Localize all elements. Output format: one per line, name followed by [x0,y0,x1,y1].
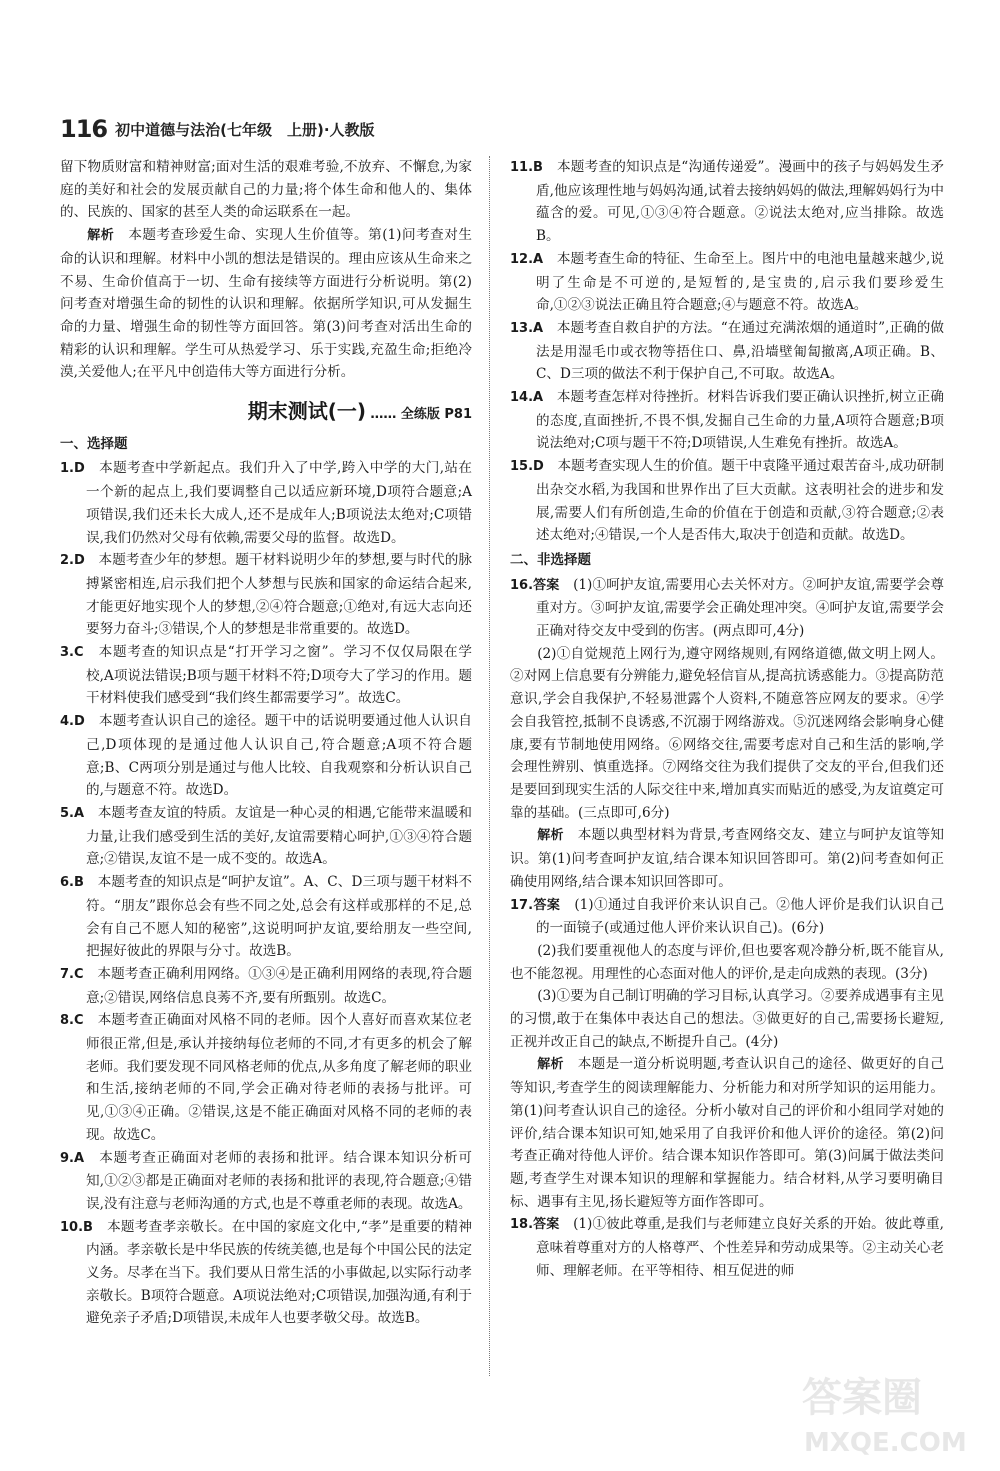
answer-label: 答案 [533,1217,560,1233]
answer-item [510,386,944,455]
item-number: 17. [510,897,534,913]
answer-subpart: (2)我们要重视他人的态度与评价,但也要客观冷静分析,既不能盲从,也不能忽视。用理性的心态面对他人的评价,是走向成熟的表现。(3分) [510,942,944,982]
answer-item [510,156,944,248]
answer-item [60,1009,472,1146]
analysis-paragraph [60,224,472,384]
item-number: 7.C [60,966,84,982]
answer-item-18 [510,1213,944,1282]
item-text: 本题考查正确面对风格不同的老师。因个人喜好而喜欢某位老师很正常,但是,承认并接纳每位老师的不同,才有更多的机会了解老师。我们要发现不同风格老师的优点,从多角度了解老师的职业和生活,接纳老师的不同,学会正确对待老师的表扬与批评。可见,①③④正确。②错误,这是不能正确面对风格不同的老师的表现。故选C。 [86,1012,473,1143]
item-text: 本题考查怎样对待挫折。材料告诉我们要正确认识挫折,树立正确的态度,直面挫折,不畏不惧,发掘自己生命的力量,A项符合题意;B项说法绝对;C项与题干不符;D项错误,人生难免有挫折。故选A。 [536,389,945,452]
item-text: 本题考查实现人生的价值。题干中袁隆平通过艰苦奋斗,成功研制出杂交水稻,为我国和世界作出了巨大贡献。这表明社会的进步和发展,需要人们有所创造,生命的价值在于创造和贡献,③符合题意;②表述太绝对;④错误,一个人是否伟大,取决于创造和贡献。故选D。 [536,458,944,544]
item-number: 16. [510,577,534,593]
item-text: 本题考查的知识点是“打开学习之窗”。学习不仅仅局限在学校,A项说法错误;B项与题干材料不符;D项夸大了学习的作用。题干材料使我们感受到“我们终生都需要学习”。故选C。 [86,644,472,707]
answer-item [60,871,472,963]
analysis-paragraph [510,1053,944,1213]
item-number: 11.B [510,160,543,175]
answer-item-16 [510,574,944,643]
answer-item [510,317,944,386]
right-column [510,156,944,1282]
answer-item [60,1216,472,1331]
page-number: 116 [60,115,108,143]
item-number: 18. [510,1217,534,1233]
item-number: 4.D [60,714,85,730]
answer-item [510,248,944,317]
item-number: 8.C [60,1013,84,1029]
item-text: 本题考查正确利用网络。①③④是正确利用网络的表现,符合题意;②错误,网络信息良莠不齐,要有所甄别。故选C。 [86,965,472,1006]
watermark-logo [798,1361,978,1461]
item-number: 2.D [60,553,85,569]
item-text: 本题考查的知识点是“呵护友谊”。A、C、D三项与题干材料不符。“朋友”跟你总会有些不同之处,总会有这样或那样的不足,总会有自己不愿人知的秘密”,这说明呵护友谊,要给朋友一些空间,把握好彼此的界限与分寸。故选B。 [86,874,473,960]
item-text: 本题考查自救自护的方法。“在通过充满浓烟的通道时”,正确的做法是用湿毛巾或衣物等捂住口、鼻,沿墙壁匍匐撤离,A项正确。B、C、D三项的做法不利于保护自己,不可取。故选A。 [536,319,945,383]
analysis-paragraph [510,824,944,893]
item-number: 10.B [60,1219,93,1235]
item-text: 本题考查认识自己的途径。题干中的话说明要通过他人认识自己,D项体现的是通过他人认识自己,符合题意;A项不符合题意;B、C两项分别是通过与他人比较、自我观察和分析认识自己的,与题意不符。故选D。 [86,713,473,799]
answer-label: 答案 [533,897,561,913]
item-number: 6.B [60,875,84,891]
analysis-text: 本题考查珍爱生命、实现人生价值等。第(1)问考查对生命的认识和理解。材料中小凯的想法是错误的。理由应该从生命来之不易、生命价值高于一切、生命有接续等方面进行分析说明。第(2)问考查对增强生命的韧性的认识和理解。依据所学知识,可从发掘生命的力量、增强生命的韧性等方面回答。第(3)问考查对活出生命的精彩的认识和理解。学生可从热爱学习、乐于实践,充盈生命;拒绝冷漠,关爱他人;在平凡中创造伟大等方面进行分析。 [60,227,472,381]
page-header [60,112,375,146]
exam-ref: …… 全练版 P81 [370,407,472,423]
item-number: 15.D [510,459,544,475]
item-text: 本题考查孝亲敬长。在中国的家庭文化中,“孝”是重要的精神内涵。孝亲敬长是中华民族的传统美德,也是每个中国公民的法定义务。尽孝在当下。我们要从日常生活的小事做起,以实际行动孝亲敬长。B项符合题意。A项说法绝对;C项错误,加强沟通,有利于避免亲子矛盾;D项错误,未成年人也要孝敬父母。故选B。 [86,1218,473,1327]
answer-item [510,455,944,547]
item-text: 本题考查生命的特征、生命至上。图片中的电池电量越来越少,说明了生命是不可逆的,是短暂的,是宝贵的,启示我们要珍爱生命,①②③说法正确且符合题意;④与题意不符。故选A。 [536,250,945,314]
answer-item [60,963,472,1009]
item-text: (1)①通过自我评价来认识自己。②他人评价是我们认识自己的一面镜子(或通过他人评价来认识自己)。(6分) [536,896,945,937]
exam-title-row [60,400,472,427]
column-divider [489,156,490,1376]
item-number: 9.A [60,1150,85,1166]
item-number: 1.D [60,461,85,477]
watermark-url: MXQE.COM [804,1428,967,1458]
watermark-text: 答案圈 [802,1375,922,1421]
section-heading-open: 二、非选择题 [510,551,591,568]
answer-item [60,641,472,710]
answer-subpart: (3)①要为自己制订明确的学习目标,认真学习。②要养成遇事有主见的习惯,敢于在集体中表达自己的想法。③做更好的自己,需要扬长避短,正视并改正自己的缺点,不断提升自己。(4分) [510,988,944,1050]
analysis-label: 解析 [87,228,115,244]
answer-item [60,1147,472,1216]
item-number: 14.A [510,390,544,406]
item-number: 12.A [510,251,544,267]
analysis-text: 本题是一道分析说明题,考查认识自己的途径、做更好的自己等知识,考查学生的阅读理解能力、分析能力和对所学知识的运用能力。第(1)问考查认识自己的途径。分析小敏对自己的评价和小组同学对她的评价,结合课本知识可知,她采用了自我评价和他人评价的途径。第(2)问考查正确对待他人评价。结合课本知识作答即可。第(3)问属于做法类问题,考查学生对课本知识的理解和掌握能力。结合材料,从学习要明确目标、遇事有主见,扬长避短等方面作答即可。 [510,1056,944,1210]
answer-item [60,802,472,871]
item-number: 3.C [60,645,84,661]
item-text: 本题考查少年的梦想。题干材料说明少年的梦想,要与时代的脉搏紧密相连,启示我们把个人梦想与民族和国家的命运结合起来,才能更好地实现个人的梦想,②④符合题意;①绝对,有远大志向还要努力奋斗;③错误,个人的梦想是非常重要的。故选D。 [86,552,472,638]
item-number: 5.A [60,805,85,821]
item-text: 本题考查的知识点是“沟通传递爱”。漫画中的孩子与妈妈发生矛盾,他应该理性地与妈妈沟通,试着去接纳妈妈的做法,理解妈妈行为中蕴含的爱。可见,①③④符合题意。②说法太绝对,应当排除。故选B。 [536,159,944,245]
section-heading-choice: 一、选择题 [60,435,128,452]
intro-paragraph: 留下物质财富和精神财富;面对生活的艰难考验,不放弃、不懈怠,为家庭的美好和社会的发展贡献自己的力量;将个体生命和他人的、集体的、民族的、国家的甚至人类的命运联系在一起。 [60,159,472,221]
item-number: 13.A [510,320,544,336]
answer-item-17 [510,894,944,940]
item-text: (1)①呵护友谊,需要用心去关怀对方。②呵护友谊,需要学会尊重对方。③呵护友谊,需要学会正确处理冲突。④呵护友谊,需要学会正确对待交友中受到的伤害。(两点即可,4分) [536,576,944,640]
analysis-label: 解析 [537,1057,564,1073]
item-text: (1)①彼此尊重,是我们与老师建立良好关系的开始。彼此尊重,意味着尊重对方的人格尊严、个性差异和劳动成果等。②主动关心老师、理解老师。在平等相待、相互促进的师 [536,1216,944,1279]
answer-item [60,549,472,641]
exam-title: 期末测试(一) [247,399,366,424]
answer-item [60,457,472,549]
analysis-text: 本题以典型材料为背景,考查网络交友、建立与呵护友谊等知识。第(1)问考查呵护友谊,结合课本知识回答即可。第(2)问考查如何正确使用网络,结合课本知识回答即可。 [510,827,944,890]
answer-item [60,710,472,802]
item-text: 本题考查友谊的特质。友谊是一种心灵的相遇,它能带来温暖和力量,让我们感受到生活的美好,友谊需要精心呵护,①③④符合题意;②错误,友谊不是一成不变的。故选A。 [86,804,473,868]
item-text: 本题考查中学新起点。我们升入了中学,跨入中学的大门,站在一个新的起点上,我们要调整自己以适应新环境,D项符合题意;A项错误,我们还未长大成人,还不是成年人;B项说法太绝对;C项错误,我们仍然对父母有依赖,需要父母的监督。故选D。 [86,460,473,546]
item-text: 本题考查正确面对老师的表扬和批评。结合课本知识分析可知,①②③都是正确面对老师的表扬和批评的表现,符合题意;④错误,没有注意与老师沟通的方式,也是不尊重老师的表现。故选A。 [86,1149,473,1212]
answer-label: 答案 [533,577,560,593]
book-title: 初中道德与法治(七年级 上册)·人教版 [115,120,375,139]
left-column [60,156,472,1330]
analysis-label: 解析 [537,828,564,844]
answer-subpart: (2)①自觉规范上网行为,遵守网络规则,有网络道德,做文明上网人。②对网上信息要有分辨能力,避免轻信盲从,提高抗诱惑能力。③提高防范意识,学会自我保护,不轻易泄露个人资料,不随意答应网友的要求。④学会自我管控,抵制不良诱惑,不沉溺于网络游戏。⑤沉迷网络会影响身心健康,要有节制地使用网络。⑥网络交往,需要考虑对自己和生活的影响,学会理性辨别、慎重选择。⑦网络交往为我们提供了交友的平台,但我们还是要回到现实生活的人际交往中来,增加真实而贴近的感受,为友谊奠定可靠的基础。(三点即可,6分) [510,645,944,821]
